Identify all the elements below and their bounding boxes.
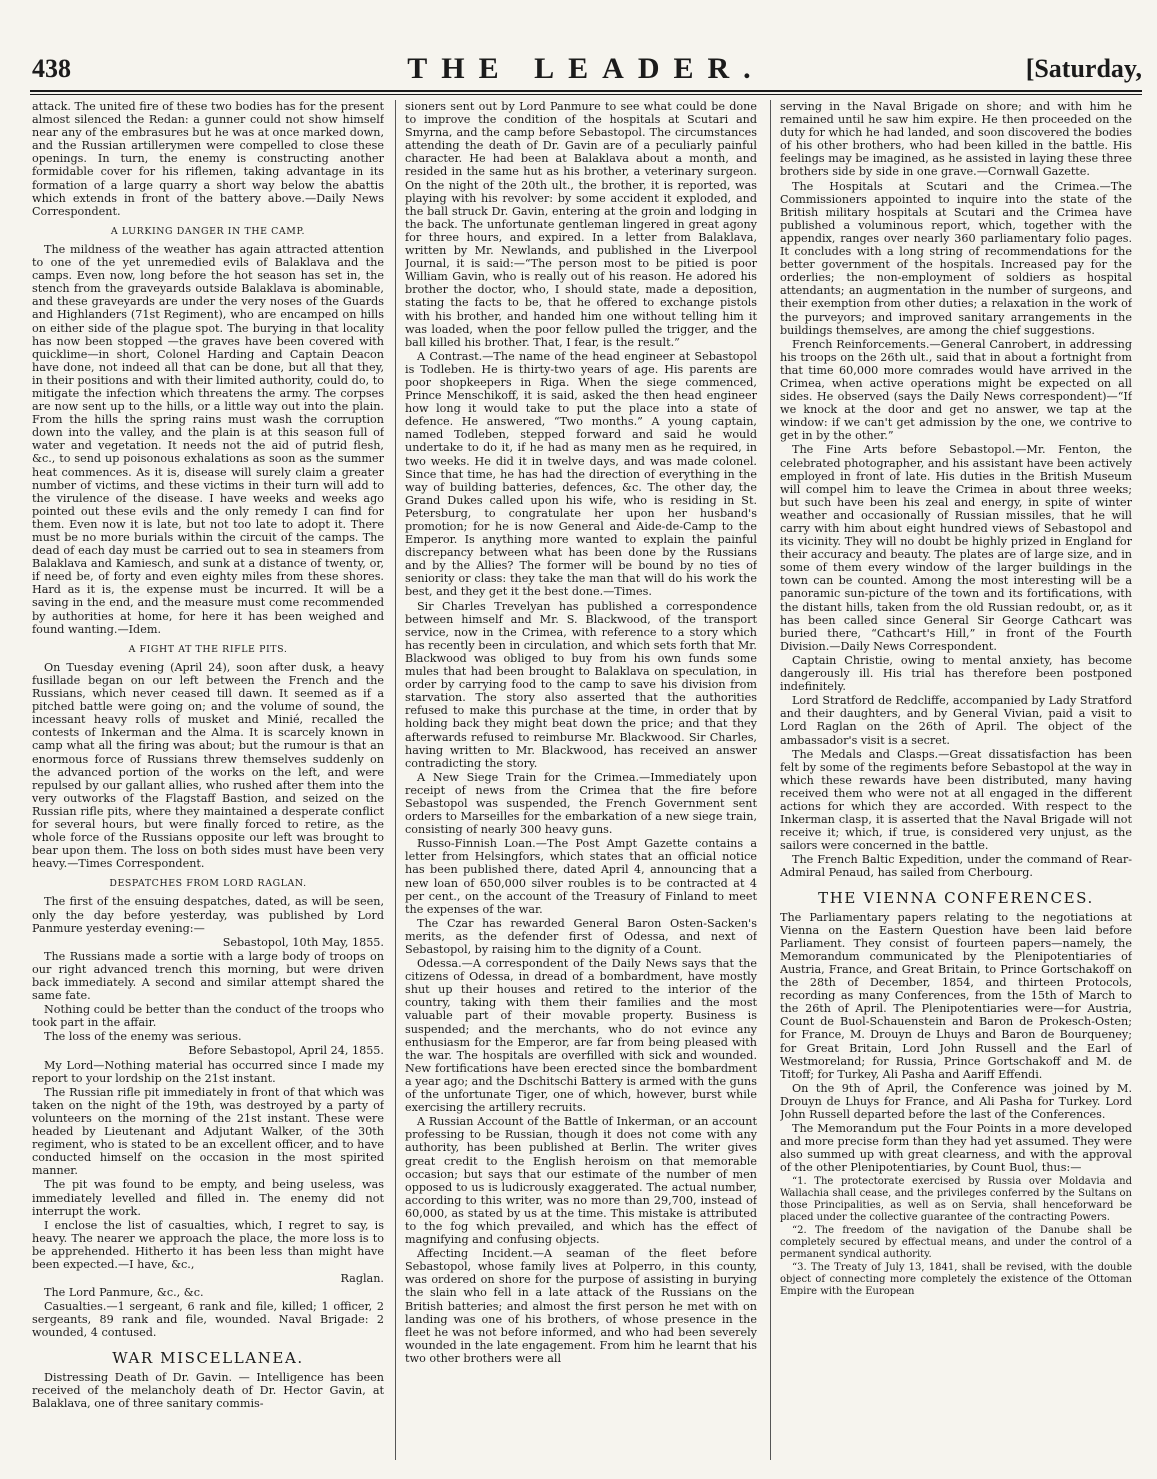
paragraph: Russo-Finnish Loan.—The Post Ampt Gazette contains a letter from Helsingfors, which states that an official notice has been published there, dated April 4, announcing that a new loan of 650,000 silver roubles is to be contracted at 4 per cent., on the account of the Treasury of Finland to meet the expenses of the war. [405, 837, 757, 916]
paragraph: The Fine Arts before Sebastopol.—Mr. Fenton, the celebrated photographer, and his assistant have been actively employed in front of late. His duties in the British Museum will compel him to leave the Crimea in about three weeks; but such have been his zeal and energy, in spite of winter weather and occasionally of Russian missiles, that he will carry with him about eight hundred views of Sebastopol and its vicinity. They will no doubt be highly prized in England for their accuracy and beauty. The plates are of large size, and in some of them every window of the larger buildings in the town can be counted. Among the most interesting will be a panoramic sun-picture of the town and its fortifications, with the distant hills, taken from the old Russian redoubt, or, as it has been called since General Sir George Cathcart was buried there, “Cathcart's Hill,” in front of the Fourth Division.—Daily News Correspondent. [780, 443, 1132, 653]
page-number: 438 [32, 54, 71, 83]
paragraph: The loss of the enemy was serious. [44, 1030, 242, 1044]
paragraph: Distressing Death of Dr. Gavin. — Intelligence has been received of the melancholy death of Dr. Hector Gavin, at Balaklava, one of three sanitary commis- [32, 1370, 384, 1410]
paragraph: Lord Stratford de Redcliffe, accompanied by Lady Stratford and their daughters, and by General Vivian, paid a visit to Lord Raglan on the 26th of April. The object of the ambassador's visit is a secret. [780, 694, 1132, 747]
paragraph: Affecting Incident.—A seaman of the fleet before Sebastopol, whose family lives at Polperro, in this county, was ordered on shore for the purpose of assisting in burying the slain who fell in a late attack of the Russians on the British batteries; and almost the first person he met with on landing was one of his brothers, of whose presence in the fleet he was not before informed, and who had been severely wounded in the late engagement. From him he learnt that his two other brothers were all [405, 1247, 757, 1365]
paragraph: On Tuesday evening (April 24), soon after dusk, a heavy fusillade began on our left between the French and the Russians, which never ceased till dawn. It seemed as if a pitched battle were going on; and the volume of sound, the incessant heavy rolls of musket and Minié, recalled the contests of Inkerman and the Alma. It is scarcely known in camp what all the firing was about; but the rumour is that an enormous force of Russians threw themselves suddenly on the advanced portion of the works on the left, and were repulsed by our gallant allies, who rushed after them into the very outworks of the Flagstaff Bastion, and seized on the Russian rifle pits, where they maintained a desperate conflict for several hours, but were finally forced to retire, as the whole force of the Russians opposite our left was brought to bear upon them. The loss on both sides must have been very heavy.—Times Correspondent. [32, 660, 384, 871]
paragraph: The Memorandum put the Four Points in a more developed and more precise form than they had yet assumed. They were also summed up with great clearness, and with the approval of the other Plenipotentiaries, by Count Buol, thus:— [780, 1122, 1132, 1175]
paragraph: The Czar has rewarded General Baron Osten-Sacken's merits, as the defender first of Odessa, and next of Sebastopol, by raising him to the dignity of a Count. [405, 916, 757, 956]
header-rule [30, 90, 1142, 92]
paragraph: Raglan. [340, 1272, 384, 1286]
column-1 [32, 100, 384, 1460]
paragraph: Odessa.—A correspondent of the Daily News says that the citizens of Odessa, in dread of a bombardment, have mostly shut up their houses and retired to the interior of the country, taking with them their families and the most valuable part of their movable property. Business is suspended; and the merchants, who do not evince any enthusiasm for the Emperor, are far from being pleased with the war. The hospitals are overfilled with sick and wounded. New fortifications have been erected since the bombardment a year ago; and the Dschitschi Battery is armed with the guns of the unfortunate Tiger, one of which, however, burst while exercising the artillery recruits. [405, 957, 757, 1115]
paragraph: The Russian rifle pit immediately in front of that which was taken on the night of the 19th, was destroyed by a party of volunteers on the morning of the 21st instant. These were headed by Lieutenant and Adjutant Walker, of the 30th regiment, who is stated to be an excellent officer, and to have conducted himself on the occasion in the most spirited manner. [32, 1085, 384, 1178]
column-2 [405, 100, 757, 1460]
paragraph: “1. The protectorate exercised by Russia over Moldavia and Wallachia shall cease, and the privileges conferred by the Sultans on those Principalities, as well as on Servia, shall henceforward be placed under the collective guarantee of the contracting Powers. [780, 1175, 1132, 1223]
paragraph: “3. The Treaty of July 13, 1841, shall be revised, with the double object of connecting more completely the existence of the Ottoman Empire with the European [780, 1261, 1132, 1297]
paragraph: The pit was found to be empty, and being useless, was immediately levelled and filled in. The enemy did not interrupt the work. [32, 1178, 384, 1218]
paragraph: Captain Christie, owing to mental anxiety, has become dangerously ill. His trial has therefore been postponed indefinitely. [780, 653, 1132, 694]
paragraph: The mildness of the weather has again attracted attention to one of the yet unremedied evils of Balaklava and the camps. Even now, long before the hot season has set in, the stench from the graveyards outside Balaklava is abominable, and these graveyards are under the very noses of the Guards and Highlanders (71st Regiment), who are encamped on hills on either side of the plague spot. The burying in that locality has now been stopped —the graves have been covered with quicklime—in short, Colonel Harding and Captain Deacon have done, not indeed all that can be done, but all that they, in their positions and with their limited authority, could do, to mitigate the infection which threatens the army. The corpses are now sent up to the hills, or a little way out into the plain. From the hills the spring rains must wash the corruption down into the valley, and the plain is at this season full of water and vegetation. It needs not the aid of putrid flesh, &c., to send up poisonous exhalations as soon as the summer heat commences. As it is, disease will surely claim a greater number of victims, and these victims in their turn will add to the virulence of the disease. I have weeks and weeks ago pointed out these evils and the only remedy I can find for them. Even now it is late, but not too late to adopt it. There must be no more burials within the circuit of the camps. The dead of each day must be carried out to sea in steamers from Balaklava and Kamiesch, and sunk at a distance of twenty, or, if need be, of forty and even eighty miles from these shores. Hard as it is, the expense must be incurred. It will be a saving in the end, and the measure must come recommended by authorities at home, for here it has been weighed and found wanting.—Idem. [32, 242, 384, 636]
paragraph: On the 9th of April, the Conference was joined by M. Drouyn de Lhuys for France, and Ali Pasha for Turkey. Lord John Russell departed before the last of the Conferences. [780, 1081, 1132, 1122]
paragraph: serving in the Naval Brigade on shore; and with him he remained until he saw him expire. He then proceeded on the duty for which he had landed, and soon discovered the bodies of his other brothers, who had been killed in the battle. His feelings may be imagined, as he assisted in laying these three brothers side by side in one grave.—Cornwall Gazette. [780, 100, 1132, 179]
newspaper-title: THE LEADER. [407, 52, 765, 85]
paragraph: A New Siege Train for the Crimea.—Immediately upon receipt of news from the Crimea that the fire before Sebastopol was suspended, the French Government sent orders to Marseilles for the embarkation of a new siege train, consisting of nearly 300 heavy guns. [405, 770, 757, 837]
paragraph: The Hospitals at Scutari and the Crimea.—The Commissioners appointed to inquire into the state of the British military hospitals at Scutari and the Crimea have published a voluminous report, which, together with the appendix, ranges over nearly 360 parliamentary folio pages. It concludes with a long string of recommendations for the better government of the hospitals. Increased pay for the orderlies; the non-employment of soldiers as hospital attendants; an augmentation in the number of surgeons, and their exemption from other duties; a relaxation in the work of the purveyors; and improved sanitary arrangements in the buildings themselves, are among the chief suggestions. [780, 179, 1132, 337]
paragraph: The Russians made a sortie with a large body of troops on our right advanced trench this morning, but were driven back immediately. A second and similar attempt shared the same fate. [32, 949, 384, 1003]
paragraph: “2. The freedom of the navigation of the Danube shall be completely secured by effectual means, and under the control of a permanent syndical authority. [780, 1224, 1132, 1260]
paragraph: Casualties.—1 sergeant, 6 rank and file, killed; 1 officer, 2 sergeants, 89 rank and file, wounded. Naval Brigade: 2 wounded, 4 contused. [32, 1300, 384, 1340]
column-3 [780, 100, 1132, 1460]
paragraph: Nothing could be better than the conduct of the troops who took part in the affair. [32, 1003, 384, 1030]
section-heading: WAR MISCELLANEA. [112, 1348, 304, 1367]
paragraph: French Reinforcements.—General Canrobert, in addressing his troops on the 26th ult., said that in about a fortnight from that time 60,000 more comrades would have arrived in the Crimea, when active operations might be expected on all sides. He observed (says the Daily News correspondent)—“If we knock at the door and get no answer, we tap at the window: if we can't get admission by the one, we contrive to get in by the other.” [780, 337, 1132, 443]
paragraph: The Lord Panmure, &c., &c. [44, 1286, 204, 1300]
column-divider [770, 100, 771, 1460]
paragraph: I enclose the list of casualties, which, I regret to say, is heavy. The nearer we approach the place, the more loss is to be apprehended. Hitherto it has been less than might have been expected.—I have, &c., [32, 1218, 384, 1271]
section-heading: A FIGHT AT THE RIFLE PITS. [128, 643, 288, 655]
paragraph: My Lord—Nothing material has occurred since I made my report to your lordship on the 21st instant. [32, 1058, 384, 1085]
paragraph: The first of the ensuing despatches, dated, as will be seen, only the day before yesterday, was published by Lord Panmure yesterday evening:— [32, 895, 384, 935]
paragraph: Before Sebastopol, April 24, 1855. [188, 1044, 384, 1058]
issue-day: [Saturday, [1025, 54, 1142, 83]
paragraph: attack. The united fire of these two bodies has for the present almost silenced the Redan: a gunner could not show himself near any of the embrasures but he was at once marked down, and the Russian artillerymen were compelled to close these openings. In turn, the enemy is constructing another formidable cover for his riflemen, taking advantage in its formation of a large quarry a short way below the abattis which extends in front of the battery above.—Daily News Correspondent. [32, 100, 384, 218]
paragraph: The Parliamentary papers relating to the negotiations at Vienna on the Eastern Question have been laid before Parliament. They consist of fourteen papers—namely, the Memorandum communicated by the Plenipotentiaries of Austria, France, and Great Britain, to Prince Gortschakoff on the 28th of December, 1854, and thirteen Protocols, recording as many Conferences, from the 15th of March to the 26th of April. The Plenipotentiaries were—for Austria, Count de Buol-Schauenstein and Baron de Prokesch-Osten; for France, M. Drouyn de Lhuys and Baron de Bourqueney; for Great Britain, Lord John Russell and the Earl of Westmoreland; for Russia, Prince Gortschakoff and M. de Titoff; for Turkey, Ali Pasha and Aariff Effendi. [780, 910, 1132, 1081]
header-rule-thin [30, 94, 1142, 95]
paragraph: Sebastopol, 10th May, 1855. [222, 935, 384, 949]
column-divider [395, 100, 396, 1460]
paragraph: sioners sent out by Lord Panmure to see what could be done to improve the condition of the hospitals at Scutari and Smyrna, and the camp before Sebastopol. The circumstances attending the death of Dr. Gavin are of a peculiarly painful character. He had been at Balaklava about a month, and resided in the same hut as his brother, a veterinary surgeon. On the night of the 20th ult., the brother, it is reported, was playing with his revolver: by some accident it exploded, and the ball struck Dr. Gavin, entering at the groin and lodging in the back. The unfortunate gentleman lingered in great agony for three hours, and expired. In a letter from Balaklava, written by Mr. Newlands, and published in the Liverpool Journal, it is said:—“The person most to be pitied is poor William Gavin, who is really out of his reason. He adored his brother the doctor, who, I should state, made a deposition, stating the facts to be, that he offered to exchange pistols with his brother, and handed him one without telling him it was loaded, when the poor fellow pulled the trigger, and the ball killed his brother. That, I fear, is the result.” [405, 100, 757, 349]
paragraph: The French Baltic Expedition, under the command of Rear-Admiral Penaud, has sailed from Cherbourg. [780, 853, 1132, 880]
section-heading: THE VIENNA CONFERENCES. [818, 888, 1094, 907]
paragraph: A Contrast.—The name of the head engineer at Sebastopol is Todleben. He is thirty-two years of age. His parents are poor shopkeepers in Riga. When the siege commenced, Prince Menschikoff, it is said, asked the then head engineer how long it would take to put the place into a state of defence. He answered, “Two months.” A young captain, named Todleben, stepped forward and said he would undertake to do it, if he had as many men as he required, in two weeks. He did it in twelve days, and was made colonel. Since that time, he has had the direction of everything in the way of building batteries, defences, &c. The other day, the Grand Dukes called upon his wife, who is residing in St. Petersburg, to congratulate her upon her husband's promotion; for he is now General and Aide-de-Camp to the Emperor. Is anything more wanted to explain the painful discrepancy between what has been done by the Russians and by the Allies? The former will be bound by no ties of seniority or class: they take the man that will do his work the best, and they get it the best done.—Times. [405, 349, 757, 599]
paragraph: Sir Charles Trevelyan has published a correspondence between himself and Mr. S. Blackwood, of the transport service, now in the Crimea, with reference to a story which has recently been in circulation, and which sets forth that Mr. Blackwood was obliged to buy from his own funds some mules that had been brought to Balaklava on speculation, in order by carrying food to the camp to save his division from starvation. The story also asserted that the authorities refused to make this purchase at the time, in order that by holding back they might beat down the price; and that they afterwards refused to reimburse Mr. Blackwood. Sir Charles, having written to Mr. Blackwood, has received an answer contradicting the story. [405, 599, 757, 770]
paragraph: The Medals and Clasps.—Great dissatisfaction has been felt by some of the regiments before Sebastopol at the way in which these rewards have been distributed, many having received them who were not at all engaged in the different actions for which they are accorded. With respect to the Inkerman clasp, it is asserted that the Naval Brigade will not receive it; which, if true, is considered very unjust, as the sailors were concerned in the battle. [780, 747, 1132, 853]
masthead [30, 48, 1142, 92]
paragraph: A Russian Account of the Battle of Inkerman, or an account professing to be Russian, though it does not come with any authority, has been published at Berlin. The writer gives great credit to the English heroism on that memorable occasion; but says that our estimate of the number of men opposed to us is ludicrously exaggerated. The actual number, according to this writer, was no more than 29,700, instead of 60,000, as stated by us at the time. This mistake is attributed to the fog which prevailed, and which has the effect of magnifying and confusing objects. [405, 1115, 757, 1247]
section-heading: DESPATCHES FROM LORD RAGLAN. [109, 878, 307, 890]
section-heading: A LURKING DANGER IN THE CAMP. [110, 225, 306, 237]
